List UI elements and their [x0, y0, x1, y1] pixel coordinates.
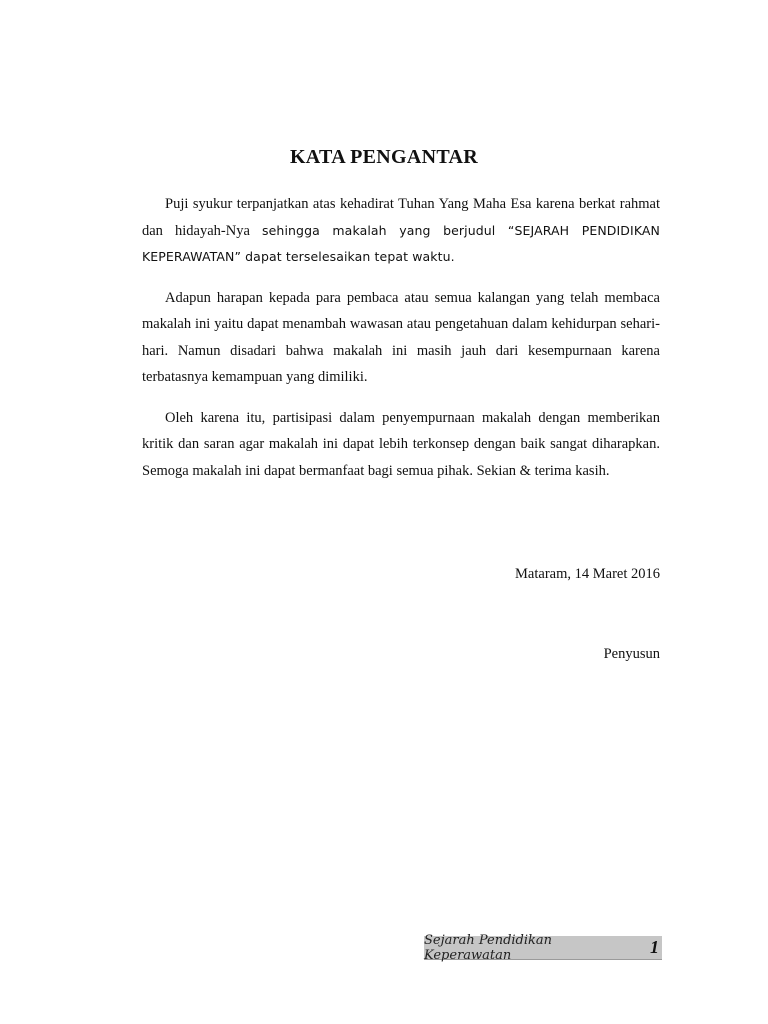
document-body: [142, 191, 660, 498]
author-signature: Penyusun: [603, 646, 660, 662]
paragraph-3: Oleh karena itu, partisipasi dalam penyempurnaan makalah dengan memberikan kritik dan saran agar makalah ini dapat lebih terkonsep dengan baik sangat diharapkan. Semoga makalah ini dapat bermanfaat bagi semua pihak. Sekian & terima kasih.: [142, 409, 660, 479]
paragraph-1-text: Puji syukur terpanjatkan atas kehadirat Tuhan Yang Maha Esa karena berkat rahmat dan hidayah-Nya: [142, 196, 660, 239]
footer-title: Sejarah Pendidikan Keperawatan: [424, 932, 553, 963]
paragraph-1-continuation: sehingga makalah yang berjudul “SEJARAH PENDIDIKAN KEPERAWATAN” dapat terselesaikan tepat waktu.: [142, 222, 660, 264]
paragraph-1: [142, 191, 660, 271]
page-number: 1: [650, 937, 659, 957]
place-date: Mataram, 14 Maret 2016: [515, 566, 660, 582]
page-title: KATA PENGANTAR: [289, 146, 479, 168]
page-footer: [424, 932, 662, 963]
paragraph-2: Adapun harapan kepada para pembaca atau semua kalangan yang telah membaca makalah ini yaitu dapat menambah wawasan atau pengetahuan dalam kehidurpan sehari-hari. Namun disadari bahwa makalah ini masih jauh dari kesempurnaan karena terbatasnya kemampuan yang dimiliki.: [142, 289, 660, 385]
